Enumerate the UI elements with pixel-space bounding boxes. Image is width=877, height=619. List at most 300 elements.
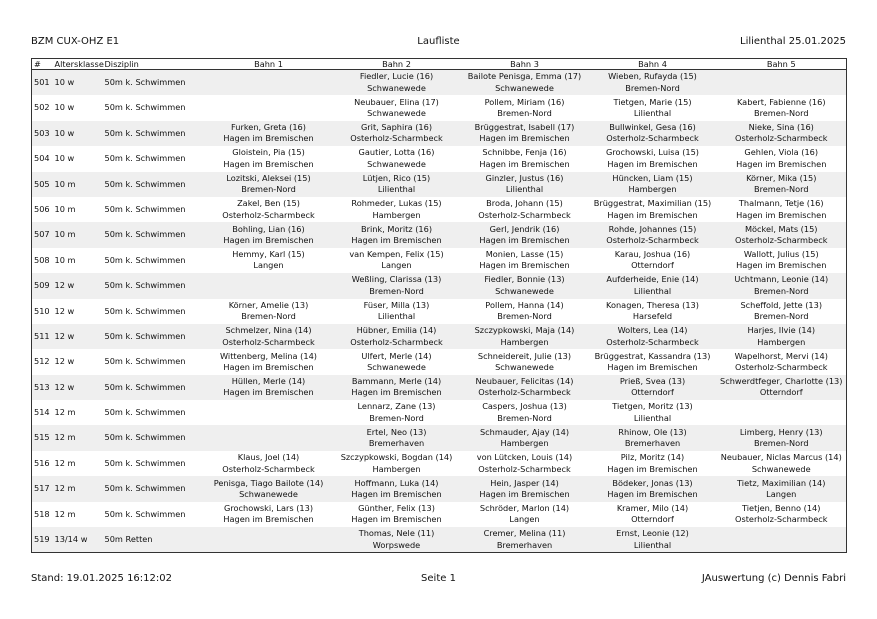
swimmer-club: Bremen-Nord — [753, 108, 809, 119]
swimmer-club: Lilienthal — [633, 285, 672, 296]
discipline: 50m k. Schwimmen — [104, 102, 186, 113]
swimmer-club: Hagen im Bremischen — [736, 158, 827, 169]
lane-cell — [589, 273, 717, 298]
run-number: 503 — [34, 127, 50, 138]
table-row — [32, 222, 847, 247]
lane-cell — [717, 425, 847, 450]
discipline: 50m k. Schwimmen — [104, 127, 186, 138]
swimmer-club: Hagen im Bremischen — [479, 133, 570, 144]
discipline: 50m k. Schwimmen — [104, 457, 186, 468]
swimmer-name: Brüggestrat, Isabell (17) — [474, 122, 575, 133]
lane-cell — [717, 146, 847, 171]
table-row — [32, 273, 847, 298]
swimmer-club: Lilienthal — [377, 311, 416, 322]
lane-cell — [717, 197, 847, 222]
lane-cell — [717, 527, 847, 553]
discipline: 50m k. Schwimmen — [104, 76, 186, 87]
swimmer-name: Tietgen, Marie (15) — [613, 96, 692, 107]
swimmer-name: Penisga, Tiago Bailote (14) — [213, 477, 324, 488]
lane-cell — [717, 324, 847, 349]
lane-cell — [205, 502, 333, 527]
swimmer-name: Wapelhorst, Mervi (14) — [734, 350, 828, 361]
swimmer-name: Hüncken, Liam (15) — [612, 172, 693, 183]
swimmer-club: Worpswede — [372, 539, 421, 550]
table-row — [32, 197, 847, 222]
swimmer-name: Weßling, Clarissa (13) — [351, 274, 442, 285]
swimmer-club: Hambergen — [372, 209, 421, 220]
swimmer-club: Hagen im Bremischen — [223, 133, 314, 144]
age-class: 10 w — [54, 153, 75, 164]
swimmer-club: Hambergen — [757, 336, 806, 347]
swimmer-name: Bailote Penisga, Emma (17) — [467, 71, 582, 82]
lane-cell — [461, 400, 589, 425]
swimmer-name: Gloistein, Pia (15) — [232, 147, 305, 158]
lane-cell — [205, 451, 333, 476]
discipline: 50m k. Schwimmen — [104, 356, 186, 367]
swimmer-club: Bremen-Nord — [753, 285, 809, 296]
swimmer-name: Hoffmann, Luka (14) — [354, 477, 439, 488]
lane-cell — [333, 451, 461, 476]
swimmer-club: Schwanewede — [367, 82, 426, 93]
software-credit: JAuswertung (c) Dennis Fabri — [701, 573, 846, 584]
lane-cell — [589, 400, 717, 425]
swimmer-club: Hagen im Bremischen — [607, 158, 698, 169]
lane-cell — [589, 425, 717, 450]
swimmer-name: Tietjen, Benno (14) — [742, 502, 821, 513]
swimmer-club: Bremen-Nord — [753, 184, 809, 195]
lane-cell — [205, 375, 333, 400]
document-title: BZM CUX-OHZ E1 — [31, 36, 120, 47]
swimmer-club: Hagen im Bremischen — [607, 463, 698, 474]
lane-cell — [205, 146, 333, 171]
swimmer-name: Rohde, Johannes (15) — [608, 223, 697, 234]
lane-cell — [589, 95, 717, 120]
swimmer-name: Pilz, Moritz (14) — [620, 452, 685, 463]
lane-cell — [333, 172, 461, 197]
lane-cell — [461, 375, 589, 400]
swimmer-name: von Lütcken, Louis (14) — [476, 452, 573, 463]
run-list-table — [31, 58, 847, 553]
discipline: 50m k. Schwimmen — [104, 229, 186, 240]
age-class: 12 w — [54, 381, 75, 392]
lane-cell — [205, 70, 333, 96]
swimmer-name: Uchtmann, Leonie (14) — [734, 274, 829, 285]
lane-cell — [461, 349, 589, 374]
swimmer-club: Bremen-Nord — [625, 82, 680, 93]
swimmer-name: Thomas, Nele (11) — [358, 528, 435, 539]
lane-cell — [205, 273, 333, 298]
swimmer-name: Broda, Johann (15) — [486, 198, 563, 209]
lane-cell — [589, 527, 717, 553]
discipline: 50m k. Schwimmen — [104, 381, 186, 392]
swimmer-club: Hagen im Bremischen — [223, 361, 314, 372]
swimmer-club: Langen — [381, 260, 412, 271]
age-class: 10 m — [54, 203, 76, 214]
swimmer-club: Osterholz-Scharmbeck — [735, 514, 828, 525]
lane-cell — [589, 375, 717, 400]
swimmer-name: Bödeker, Jonas (13) — [612, 477, 693, 488]
age-class: 12 m — [54, 432, 76, 443]
run-number: 514 — [34, 407, 50, 418]
lane-cell — [333, 476, 461, 501]
table-row — [32, 502, 847, 527]
table-row — [32, 451, 847, 476]
swimmer-club: Hagen im Bremischen — [223, 235, 314, 246]
swimmer-name: Grochowski, Lars (13) — [223, 502, 314, 513]
swimmer-name: Cremer, Melina (11) — [483, 528, 566, 539]
event-location-date: Lilienthal 25.01.2025 — [740, 36, 846, 47]
swimmer-club: Lilienthal — [633, 539, 672, 550]
run-number: 506 — [34, 203, 50, 214]
lane-cell — [461, 146, 589, 171]
run-number: 505 — [34, 178, 50, 189]
lane-cell — [717, 121, 847, 146]
table-row — [32, 146, 847, 171]
swimmer-club: Otterndorf — [631, 387, 674, 398]
lane-cell — [717, 400, 847, 425]
lane-cell — [333, 248, 461, 273]
swimmer-name: Fiedler, Lucie (16) — [359, 71, 434, 82]
swimmer-club: Hagen im Bremischen — [351, 387, 442, 398]
lane-cell — [205, 197, 333, 222]
table-row — [32, 70, 847, 96]
swimmer-club: Osterholz-Scharmbeck — [478, 209, 571, 220]
swimmer-name: Neubauer, Niclas Marcus (14) — [720, 452, 842, 463]
column-header-age: Altersklasse — [54, 59, 104, 69]
lane-cell — [589, 172, 717, 197]
swimmer-club: Osterholz-Scharmbeck — [606, 336, 699, 347]
swimmer-club: Osterholz-Scharmbeck — [222, 336, 315, 347]
swimmer-name: Szczypkowski, Bogdan (14) — [340, 452, 453, 463]
swimmer-club: Hagen im Bremischen — [479, 158, 570, 169]
age-class: 12 w — [54, 280, 75, 291]
swimmer-name: Klaus, Joel (14) — [237, 452, 300, 463]
lane-cell — [717, 172, 847, 197]
lane-cell — [205, 95, 333, 120]
lane-cell — [461, 502, 589, 527]
swimmer-club: Hambergen — [628, 184, 677, 195]
swimmer-name: Furken, Greta (16) — [231, 122, 306, 133]
lane-cell — [205, 349, 333, 374]
swimmer-club: Bremen-Nord — [497, 311, 552, 322]
table-row — [32, 425, 847, 450]
swimmer-name: Bohling, Lian (16) — [232, 223, 305, 234]
lane-cell — [333, 197, 461, 222]
swimmer-name: Neubauer, Felicitas (14) — [475, 375, 574, 386]
swimmer-club: Hagen im Bremischen — [479, 235, 570, 246]
swimmer-club: Hagen im Bremischen — [607, 361, 698, 372]
swimmer-club: Bremen-Nord — [241, 184, 296, 195]
lane-cell — [717, 349, 847, 374]
swimmer-name: Konagen, Theresa (13) — [606, 299, 699, 310]
swimmer-club: Schwanewede — [367, 108, 426, 119]
age-class: 12 w — [54, 330, 75, 341]
age-class: 10 m — [54, 178, 76, 189]
column-header-lane-2: Bahn 2 — [333, 59, 461, 70]
lane-cell — [717, 70, 847, 96]
lane-cell — [205, 248, 333, 273]
swimmer-club: Osterholz-Scharmbeck — [478, 387, 571, 398]
lane-cell — [461, 222, 589, 247]
lane-cell — [589, 324, 717, 349]
age-class: 12 w — [54, 305, 75, 316]
age-class: 13/14 w — [54, 534, 88, 545]
swimmer-club: Lilienthal — [377, 184, 416, 195]
swimmer-club: Bremen-Nord — [753, 438, 809, 449]
lane-cell — [333, 273, 461, 298]
lane-cell — [589, 222, 717, 247]
swimmer-club: Osterholz-Scharmbeck — [478, 463, 571, 474]
lane-cell — [461, 527, 589, 553]
table-body — [32, 70, 847, 553]
age-class: 12 m — [54, 483, 76, 494]
run-number: 502 — [34, 102, 50, 113]
swimmer-name: Limberg, Henry (13) — [739, 426, 823, 437]
table-row — [32, 299, 847, 324]
swimmer-club: Osterholz-Scharmbeck — [735, 133, 828, 144]
swimmer-name: Schmauder, Ajay (14) — [479, 426, 570, 437]
swimmer-club: Bremen-Nord — [369, 285, 424, 296]
swimmer-club: Bremerhaven — [624, 438, 681, 449]
swimmer-name: Ernst, Leonie (12) — [616, 528, 689, 539]
swimmer-name: Wallott, Julius (15) — [743, 249, 819, 260]
swimmer-name: Kabert, Fabienne (16) — [736, 96, 826, 107]
swimmer-name: Neubauer, Elina (17) — [354, 96, 439, 107]
swimmer-club: Schwanewede — [495, 285, 554, 296]
lane-cell — [205, 324, 333, 349]
swimmer-name: Wieben, Rufayda (15) — [608, 71, 697, 82]
lane-cell — [461, 172, 589, 197]
swimmer-club: Langen — [253, 260, 284, 271]
swimmer-name: Pollem, Miriam (16) — [484, 96, 565, 107]
table-row — [32, 527, 847, 553]
swimmer-club: Hagen im Bremischen — [479, 260, 570, 271]
lane-cell — [333, 222, 461, 247]
lane-cell — [461, 95, 589, 120]
lane-cell — [589, 197, 717, 222]
swimmer-name: Schneidereit, Julie (13) — [477, 350, 572, 361]
lane-cell — [589, 451, 717, 476]
discipline: 50m k. Schwimmen — [104, 254, 186, 265]
swimmer-name: Kramer, Milo (14) — [616, 502, 689, 513]
column-header-lane-4: Bahn 4 — [589, 59, 717, 70]
swimmer-club: Schwanewede — [367, 361, 426, 372]
lane-cell — [461, 476, 589, 501]
timestamp: Stand: 19.01.2025 16:12:02 — [31, 573, 172, 584]
lane-cell — [205, 222, 333, 247]
swimmer-club: Bremen-Nord — [497, 412, 552, 423]
lane-cell — [717, 451, 847, 476]
lane-cell — [333, 375, 461, 400]
discipline: 50m k. Schwimmen — [104, 203, 186, 214]
swimmer-club: Otterndorf — [631, 514, 674, 525]
swimmer-name: van Kempen, Felix (15) — [349, 249, 444, 260]
swimmer-name: Günther, Felix (13) — [358, 502, 435, 513]
discipline: 50m k. Schwimmen — [104, 280, 186, 291]
swimmer-name: Schmelzer, Nina (14) — [225, 325, 312, 336]
swimmer-club: Lilienthal — [633, 108, 672, 119]
swimmer-name: Nieke, Sina (16) — [748, 122, 814, 133]
swimmer-name: Füser, Milla (13) — [363, 299, 430, 310]
swimmer-club: Bremen-Nord — [369, 412, 424, 423]
lane-cell — [205, 527, 333, 553]
run-number: 508 — [34, 254, 50, 265]
swimmer-name: Gerl, Jendrik (16) — [489, 223, 560, 234]
swimmer-name: Lennarz, Zane (13) — [357, 401, 436, 412]
swimmer-name: Brüggestrat, Kassandra (13) — [594, 350, 711, 361]
lane-cell — [589, 502, 717, 527]
lane-cell — [717, 299, 847, 324]
swimmer-name: Harjes, Ilvie (14) — [747, 325, 816, 336]
swimmer-club: Hagen im Bremischen — [351, 235, 442, 246]
swimmer-club: Bremen-Nord — [241, 311, 296, 322]
lane-cell — [589, 146, 717, 171]
swimmer-club: Bremerhaven — [496, 539, 553, 550]
table-row — [32, 400, 847, 425]
table-row — [32, 375, 847, 400]
age-class: 10 w — [54, 127, 75, 138]
swimmer-name: Ginzler, Justus (16) — [485, 172, 564, 183]
age-class: 10 w — [54, 76, 75, 87]
table-row — [32, 172, 847, 197]
swimmer-club: Schwanewede — [367, 158, 426, 169]
swimmer-club: Langen — [766, 488, 797, 499]
lane-cell — [589, 248, 717, 273]
lane-cell — [333, 299, 461, 324]
lane-cell — [205, 121, 333, 146]
swimmer-club: Hagen im Bremischen — [223, 387, 314, 398]
swimmer-club: Hagen im Bremischen — [736, 209, 827, 220]
table-row — [32, 121, 847, 146]
discipline: 50m k. Schwimmen — [104, 483, 186, 494]
lane-cell — [461, 324, 589, 349]
lane-cell — [461, 273, 589, 298]
swimmer-name: Fiedler, Bonnie (13) — [484, 274, 565, 285]
lane-cell — [461, 248, 589, 273]
age-class: 10 m — [54, 254, 76, 265]
lane-cell — [717, 375, 847, 400]
run-number: 515 — [34, 432, 50, 443]
swimmer-name: Wolters, Lea (14) — [617, 325, 688, 336]
lane-cell — [717, 476, 847, 501]
swimmer-club: Hambergen — [500, 438, 549, 449]
lane-cell — [205, 476, 333, 501]
swimmer-club: Schwanewede — [751, 463, 811, 474]
lane-cell — [205, 299, 333, 324]
lane-cell — [461, 70, 589, 96]
column-header-lane-3: Bahn 3 — [461, 59, 589, 70]
lane-cell — [717, 273, 847, 298]
lane-cell — [333, 425, 461, 450]
swimmer-club: Hagen im Bremischen — [223, 158, 314, 169]
swimmer-name: Lozitski, Aleksei (15) — [226, 172, 311, 183]
age-class: 12 w — [54, 356, 75, 367]
lane-cell — [461, 451, 589, 476]
swimmer-club: Hagen im Bremischen — [736, 260, 827, 271]
swimmer-club: Osterholz-Scharmbeck — [735, 235, 828, 246]
swimmer-name: Tietz, Maximilian (14) — [737, 477, 826, 488]
run-number: 519 — [34, 534, 50, 545]
table-row — [32, 476, 847, 501]
lane-cell — [333, 121, 461, 146]
swimmer-name: Szczypkowski, Maja (14) — [474, 325, 575, 336]
discipline: 50m k. Schwimmen — [104, 330, 186, 341]
swimmer-club: Harsefeld — [632, 311, 673, 322]
swimmer-name: Zakel, Ben (15) — [237, 198, 300, 209]
table-row — [32, 349, 847, 374]
age-class: 10 m — [54, 229, 76, 240]
run-number: 501 — [34, 76, 50, 87]
lane-cell — [333, 95, 461, 120]
lane-cell — [333, 146, 461, 171]
swimmer-club: Bremen-Nord — [497, 108, 552, 119]
run-number: 513 — [34, 381, 50, 392]
swimmer-name: Schwerdtfeger, Charlotte (13) — [720, 375, 843, 386]
swimmer-club: Lilienthal — [505, 184, 544, 195]
lane-cell — [333, 324, 461, 349]
swimmer-name: Schnibbe, Fenja (16) — [482, 147, 567, 158]
run-number: 510 — [34, 305, 50, 316]
lane-cell — [461, 299, 589, 324]
lane-cell — [717, 248, 847, 273]
swimmer-club: Schwanewede — [495, 361, 554, 372]
swimmer-name: Möckel, Mats (15) — [744, 223, 818, 234]
lane-cell — [717, 222, 847, 247]
swimmer-name: Rhinow, Ole (13) — [618, 426, 687, 437]
swimmer-club: Hagen im Bremischen — [223, 514, 314, 525]
swimmer-name: Aufderheide, Enie (14) — [606, 274, 699, 285]
lane-cell — [205, 400, 333, 425]
swimmer-name: Brink, Moritz (16) — [360, 223, 433, 234]
swimmer-club: Hambergen — [500, 336, 549, 347]
table-row — [32, 324, 847, 349]
swimmer-name: Schröder, Marlon (14) — [479, 502, 570, 513]
swimmer-club: Hagen im Bremischen — [351, 488, 442, 499]
swimmer-name: Hübner, Emilia (14) — [356, 325, 437, 336]
run-number: 507 — [34, 229, 50, 240]
swimmer-name: Ulfert, Merle (14) — [361, 350, 432, 361]
discipline: 50m k. Schwimmen — [104, 432, 186, 443]
discipline: 50m k. Schwimmen — [104, 305, 186, 316]
run-number: 504 — [34, 153, 50, 164]
swimmer-club: Osterholz-Scharmbeck — [222, 463, 315, 474]
lane-cell — [589, 299, 717, 324]
run-number: 516 — [34, 457, 50, 468]
run-number: 509 — [34, 280, 50, 291]
age-class: 12 m — [54, 457, 76, 468]
swimmer-name: Prieß, Svea (13) — [619, 375, 686, 386]
table-row — [32, 95, 847, 120]
swimmer-name: Bammann, Merle (14) — [351, 375, 442, 386]
swimmer-club: Osterholz-Scharmbeck — [350, 336, 443, 347]
swimmer-name: Hemmy, Karl (15) — [232, 249, 305, 260]
swimmer-name: Rohmeder, Lukas (15) — [351, 198, 442, 209]
discipline: 50m k. Schwimmen — [104, 153, 186, 164]
swimmer-club: Otterndorf — [759, 387, 803, 398]
swimmer-name: Tietgen, Moritz (13) — [612, 401, 693, 412]
swimmer-name: Pollem, Hanna (14) — [485, 299, 564, 310]
swimmer-name: Lütjen, Rico (15) — [362, 172, 431, 183]
column-header-lane-5: Bahn 5 — [717, 59, 847, 70]
age-class: 10 w — [54, 102, 75, 113]
swimmer-name: Thalmann, Tetje (16) — [738, 198, 824, 209]
swimmer-club: Osterholz-Scharmbeck — [606, 235, 699, 246]
swimmer-name: Grit, Saphira (16) — [360, 122, 433, 133]
table-header-row — [32, 59, 847, 70]
swimmer-club: Lilienthal — [633, 412, 672, 423]
swimmer-club: Otterndorf — [631, 260, 674, 271]
swimmer-club: Osterholz-Scharmbeck — [606, 133, 699, 144]
